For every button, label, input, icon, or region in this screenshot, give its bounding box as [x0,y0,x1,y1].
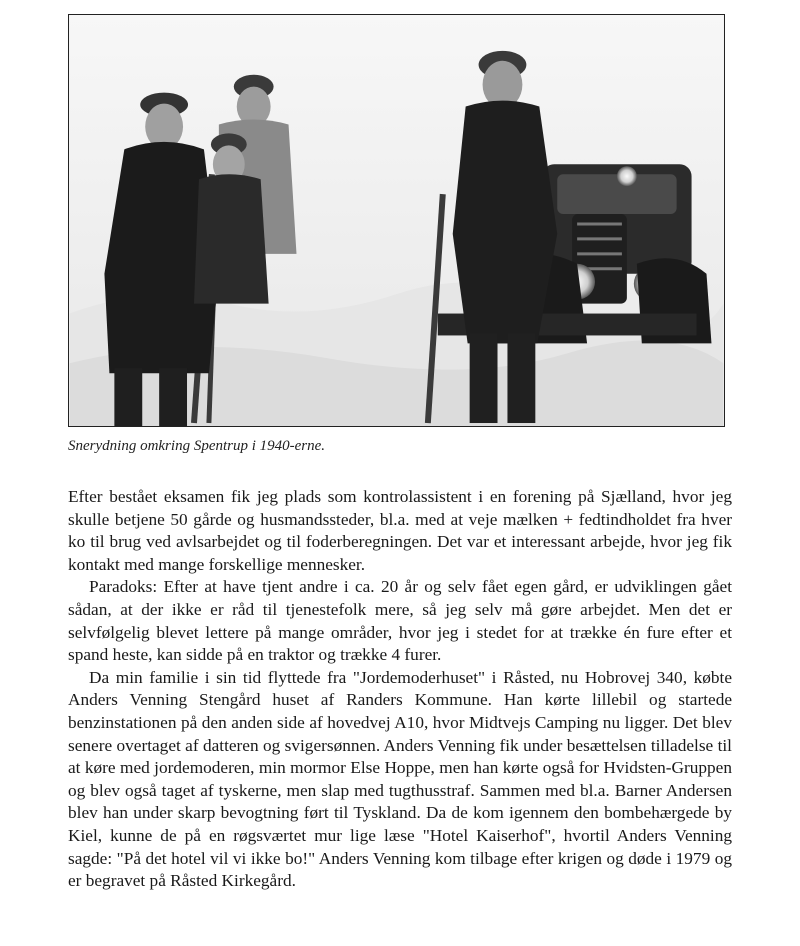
article-body [68,486,732,893]
paragraph-1: Efter bestået eksamen fik jeg plads som kontrolassistent i en forening på Sjælland, hvor jeg skulle betjene 50 gårde og husmandssteder, bl.a. med at veje mælken + fedtindholdet fra hver ko til brug ved avlsarbejdet og til foderberegningen. Det var et interessant arbejde, hvor jeg fik kontakt med mange forskellige mennesker. [68,487,732,574]
historical-photo [68,14,725,427]
snow-clearing-photo-illustration [69,15,724,426]
paragraph-2: Paradoks: Efter at have tjent andre i ca. 20 år og selv fået egen gård, er udviklingen gået sådan, at der ikke er råd til tjenestefolk mere, så jeg selv må gøre arbejdet. Men det er selvfølgelig blevet lettere på mange områder, hvor jeg i stedet for at trække én fure efter et spand heste, kan sidde på en traktor og trække 4 furer. [68,577,732,665]
photo-caption: Snerydning omkring Spentrup i 1940-erne. [68,438,326,454]
paragraph-3: Da min familie i sin tid flyttede fra "Jordemoderhuset" i Råsted, nu Hobrovej 340, købte Anders Venning Stengård huset af Randers Kommune. Han kørte lillebil og startede benzinstationen på den anden side af hovedvej A10, hvor Midtvejs Camping nu ligger. Det blev senere overtaget af datteren og svigersønnen. Anders Venning fik under besættelsen tilladelse til at køre med jordemoderen, min mormor Else Hoppe, men han kørte også for Hvidsten-Gruppen og blev også taget af tyskerne, men slap med tugthusstraf. Sammen med bl.a. Barner Andersen blev han under skarp bevogtning ført til Tyskland. Da de kom igennem den bombehærgede by Kiel, kunne de på en røgsværtet mur lige læse "Hotel Kaiserhof", hvortil Anders Venning sagde: "På det hotel vil vi ikke bo!" Anders Venning kom tilbage efter krigen og døde i 1979 og er begravet på Råsted Kirkegård. [68,667,732,891]
